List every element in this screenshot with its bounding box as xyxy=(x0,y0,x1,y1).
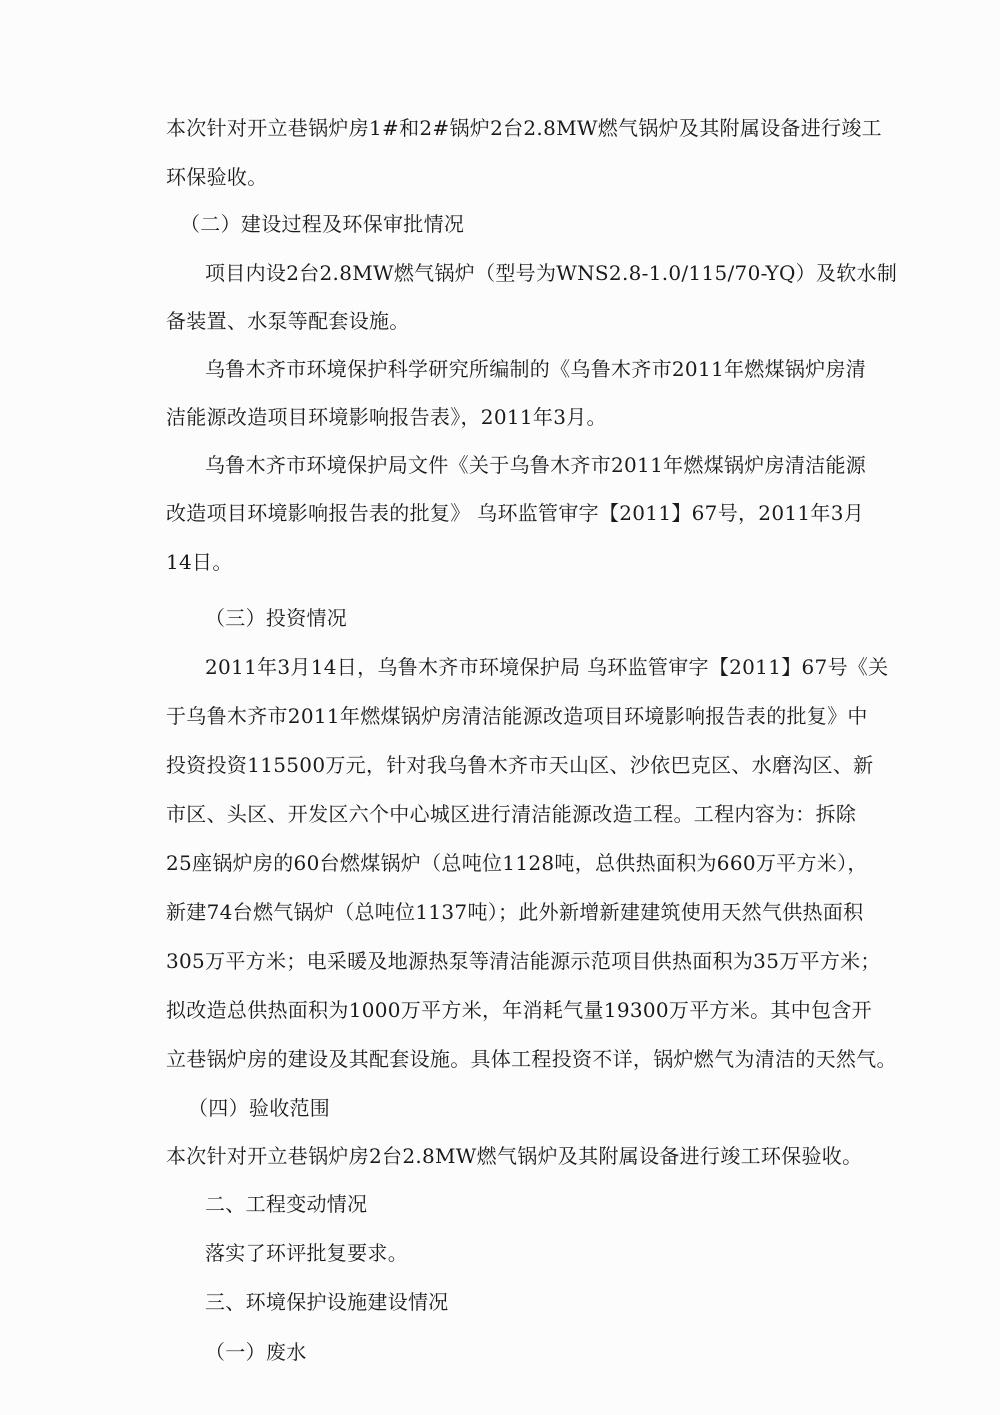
line-text: 备装置、水泵等配套设施。 xyxy=(166,309,410,333)
section-heading xyxy=(205,604,347,632)
line-text: 于乌鲁木齐市2011年燃煤锅炉房清洁能源改造项目环境影响报告表的批复》中 xyxy=(166,704,868,728)
paragraph-line xyxy=(166,898,864,926)
paragraph-line xyxy=(166,163,268,191)
paragraph-line xyxy=(166,1045,897,1073)
line-text: 2011年3月14日，乌鲁木齐市环境保护局 乌环监管审字【2011】67号《关 xyxy=(205,655,889,679)
section-heading xyxy=(188,1094,330,1122)
paragraph-line xyxy=(205,355,867,383)
line-text: 乌鲁木齐市环境保护局文件《关于乌鲁木齐市2011年燃煤锅炉房清洁能源 xyxy=(205,453,867,477)
paragraph-line xyxy=(166,849,868,877)
heading-text: （四）验收范围 xyxy=(188,1096,331,1120)
paragraph-line xyxy=(166,996,872,1024)
paragraph-line xyxy=(166,751,874,779)
section-heading xyxy=(205,1190,367,1218)
heading-text: （二）建设过程及环保审批情况 xyxy=(180,212,465,236)
line-text: 14日。 xyxy=(166,550,233,574)
line-text: 本次针对开立巷锅炉房1#和2#锅炉2台2.8MW燃气锅炉及其附属设备进行竣工 xyxy=(166,116,882,140)
paragraph-line xyxy=(166,800,857,828)
paragraph-line xyxy=(205,451,867,479)
line-text: 落实了环评批复要求。 xyxy=(205,1241,408,1265)
line-text: 项目内设2台2.8MW燃气锅炉（型号为WNS2.8-1.0/115/70-YQ）及软水制 xyxy=(205,261,898,285)
line-text: 洁能源改造项目环境影响报告表》，2011年3月。 xyxy=(166,405,607,429)
line-text: 本次针对开立巷锅炉房2台2.8MW燃气锅炉及其附属设备进行竣工环保验收。 xyxy=(166,1144,863,1168)
heading-text: （三）投资情况 xyxy=(205,606,348,630)
paragraph-line xyxy=(166,403,607,431)
paragraph-line xyxy=(205,259,898,287)
line-text: 拟改造总供热面积为1000万平方米，年消耗气量19300万平方米。其中包含开 xyxy=(166,998,872,1022)
heading-text: 二、工程变动情况 xyxy=(205,1192,368,1216)
paragraph-line xyxy=(205,653,889,681)
line-text: 乌鲁木齐市环境保护科学研究所编制的《乌鲁木齐市2011年燃煤锅炉房清 xyxy=(205,357,867,381)
paragraph-line xyxy=(166,1142,863,1170)
line-text: 新建74台燃气锅炉（总吨位1137吨）；此外新增新建建筑使用天然气供热面积 xyxy=(166,900,864,924)
heading-text: 三、环境保护设施建设情况 xyxy=(205,1290,449,1314)
paragraph-line xyxy=(166,947,881,975)
line-text: 305万平方米；电采暖及地源热泵等清洁能源示范项目供热面积为35万平方米； xyxy=(166,949,881,973)
line-text: 25座锅炉房的60台燃煤锅炉（总吨位1128吨，总供热面积为660万平方米）， xyxy=(166,851,868,875)
section-heading xyxy=(205,1338,307,1366)
line-text: 投资投资115500万元，针对我乌鲁木齐市天山区、沙依巴克区、水磨沟区、新 xyxy=(166,753,874,777)
paragraph-line xyxy=(166,307,410,335)
section-heading xyxy=(205,1288,449,1316)
line-text: 改造项目环境影响报告表的批复》 乌环监管审字【2011】67号，2011年3月 xyxy=(166,501,865,525)
section-heading xyxy=(180,210,464,238)
heading-text: （一）废水 xyxy=(205,1340,307,1364)
paragraph-line xyxy=(205,1239,408,1267)
paragraph-line xyxy=(166,702,868,730)
paragraph-line xyxy=(166,114,882,142)
line-text: 立巷锅炉房的建设及其配套设施。具体工程投资不详，锅炉燃气为清洁的天然气。 xyxy=(166,1047,897,1071)
paragraph-line xyxy=(166,499,865,527)
line-text: 市区、头区、开发区六个中心城区进行清洁能源改造工程。工程内容为：拆除 xyxy=(166,802,857,826)
paragraph-line xyxy=(166,548,233,576)
line-text: 环保验收。 xyxy=(166,165,268,189)
